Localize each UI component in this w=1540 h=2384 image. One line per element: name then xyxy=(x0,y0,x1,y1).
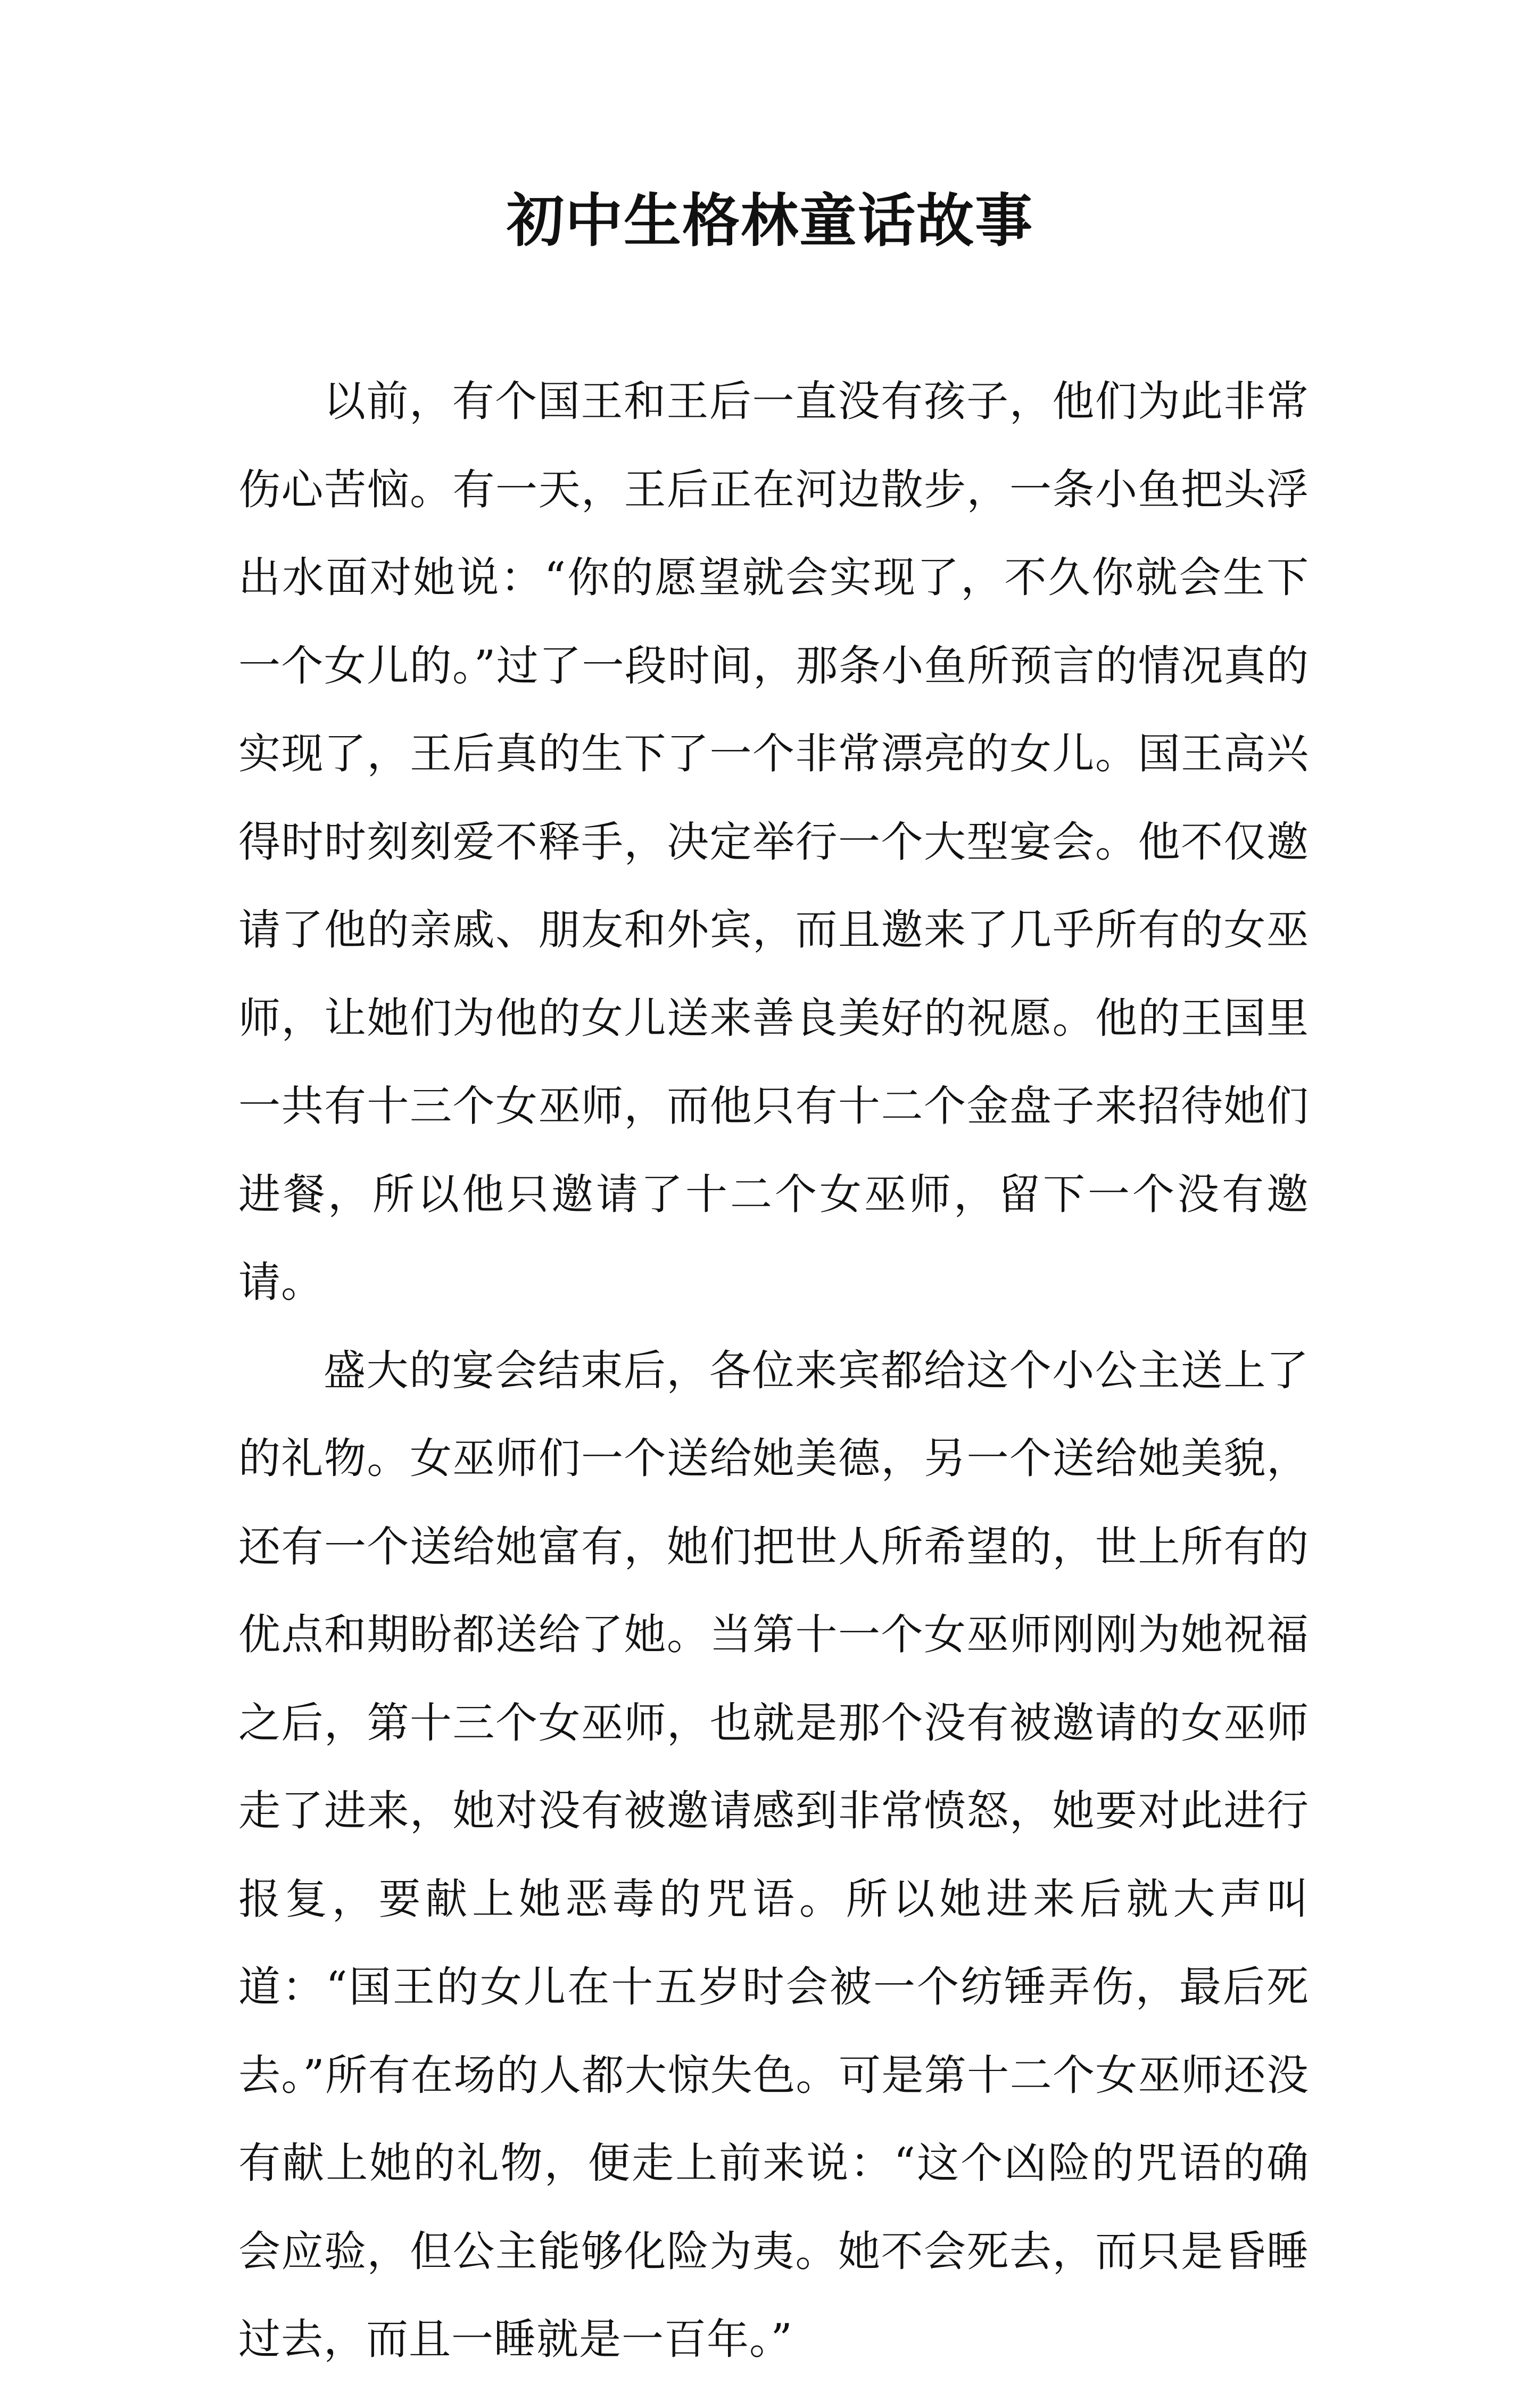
paragraph-1: 以前，有个国王和王后一直没有孩子，他们为此非常伤心苦恼。有一天，王后正在河边散步，一条小鱼把头浮出水面对她说：“你的愿望就会实现了，不久你就会生下一个女儿的。”过了一段时间，那条小鱼所预言的情况真的实现了，王后真的生下了一个非常漂亮的女儿。国王高兴得时时刻刻爱不释手，决定举行一个大型宴会。他不仅邀请了他的亲戚、朋友和外宾，而且邀来了几乎所有的女巫师，让她们为他的女儿送来善良美好的祝愿。他的王国里一共有十三个女巫师，而他只有十二个金盘子来招待她们进餐，所以他只邀请了十二个女巫师，留下一个没有邀请。 xyxy=(238,377,1309,1307)
paragraph-2: 盛大的宴会结束后，各位来宾都给这个小公主送上了的礼物。女巫师们一个送给她美德，另一个送给她美貌，还有一个送给她富有，她们把世人所希望的，世上所有的优点和期盼都送给了她。当第十一个女巫师刚刚为她祝福之后，第十三个女巫师，也就是那个没有被邀请的女巫师走了进来，她对没有被邀请感到非常愤怒，她要对此进行报复，要献上她恶毒的咒语。所以她进来后就大声叫道：“国王的女儿在十五岁时会被一个纺锤弄伤，最后死去。”所有在场的人都大惊失色。可是第十二个女巫师还没有献上她的礼物，便走上前来说：“这个凶险的咒语的确会应验，但公主能够化险为夷。她不会死去，而只是昏睡过去，而且一睡就是一百年。” xyxy=(238,1346,1309,2364)
document-body xyxy=(238,358,1309,2384)
document-title: 初中生格林童话故事 xyxy=(506,187,1033,254)
